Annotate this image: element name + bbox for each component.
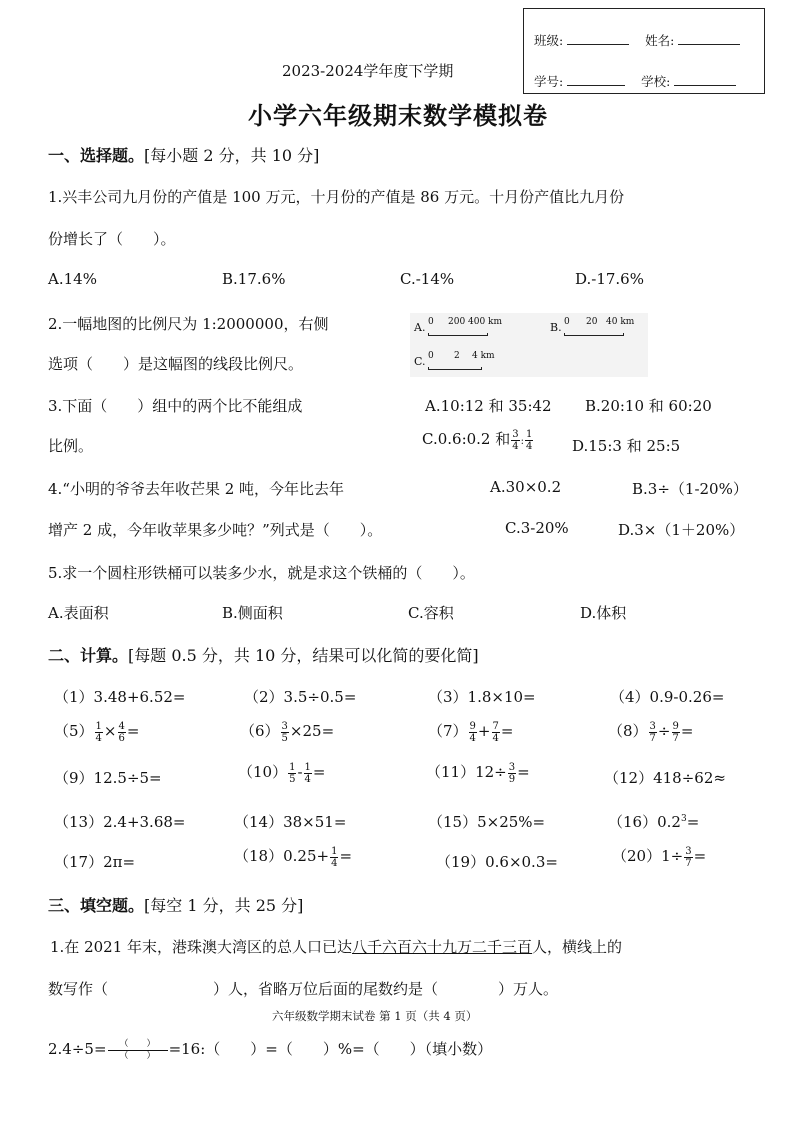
calc-18: [234, 845, 352, 869]
q4-option-a[interactable]: A.30×0.2: [490, 478, 562, 496]
fill-q1-line1: [50, 936, 622, 957]
school-label: 学校:: [641, 74, 671, 89]
fraction: [525, 429, 533, 452]
calc-17: （17）2π=: [54, 853, 136, 871]
student-info-box: [523, 8, 765, 94]
equals: =: [312, 763, 326, 781]
q4-option-c[interactable]: C.3-20%: [505, 519, 569, 537]
section-3-heading: [48, 893, 303, 916]
calc-3: （3）1.8×10=: [428, 688, 536, 706]
scale-a-tick-1: 200: [448, 317, 466, 327]
calc-6: [240, 720, 334, 744]
calc-1: （1）3.48+6.52=: [54, 688, 186, 706]
calc-10: [238, 761, 326, 785]
scale-a-bar: [428, 333, 488, 336]
calc-tail: ×25=: [289, 722, 335, 740]
q2-line1: 2.一幅地图的比例尺为 1:2000000，右侧: [48, 315, 329, 333]
denominator: 4: [304, 773, 311, 785]
scale-c-tick-2: 4 km: [472, 351, 495, 361]
section-3-title: 三、填空题。: [48, 896, 145, 915]
operator: ÷: [657, 722, 671, 740]
fill-q2-blank-fraction[interactable]: [108, 1039, 168, 1062]
fraction: [511, 429, 519, 452]
calc-number: （5）: [54, 722, 94, 740]
calc-19: （19）0.6×0.3=: [436, 853, 558, 871]
fill-q1-text: 1.在 2021 年末，港珠澳大湾区的总人口已达: [50, 938, 353, 956]
info-row-2: [534, 72, 736, 90]
calc-20: [612, 845, 706, 869]
scale-bar-options-figure: [410, 313, 648, 377]
q1-option-b[interactable]: B.17.6%: [222, 270, 286, 288]
equals: =: [686, 813, 700, 831]
numerator: 4: [118, 720, 125, 732]
fill-q2-text-end: =16:（ ）=（ ）%=（ ）（填小数）: [168, 1040, 493, 1058]
name-label: 姓名:: [645, 33, 675, 48]
calc-4: （4）0.9-0.26=: [610, 688, 725, 706]
calc-number: （20）1÷: [612, 847, 684, 865]
calc-15: （15）5×25%=: [428, 813, 546, 831]
info-row-1: [534, 31, 740, 49]
q1-option-a[interactable]: A.14%: [48, 270, 97, 288]
numerator: 1: [95, 720, 102, 732]
scale-a-tick-0: 0: [428, 317, 434, 327]
q3-option-d[interactable]: D.15:3 和 25:5: [572, 437, 681, 455]
fraction: [330, 846, 338, 869]
section-2-heading: [48, 643, 479, 666]
q2-line2: 选项（ ）是这幅图的线段比例尺。: [48, 355, 304, 373]
q5-option-c[interactable]: C.容积: [408, 604, 454, 622]
fill-q2-text: 2.4÷5=: [48, 1040, 107, 1058]
ratio-colon: :: [520, 436, 524, 447]
calc-16: [608, 811, 699, 832]
denominator: 7: [649, 732, 656, 744]
denominator: 4: [95, 732, 102, 744]
q1-option-c[interactable]: C.-14%: [400, 270, 455, 288]
scale-b-tick-2: 40 km: [606, 317, 635, 327]
q3-option-a[interactable]: A.10:12 和 35:42: [425, 397, 552, 415]
calc-number: （11）12÷: [426, 763, 507, 781]
numerator: 1: [289, 761, 296, 773]
fraction: [95, 721, 103, 744]
equals: =: [680, 722, 694, 740]
class-field[interactable]: [567, 34, 629, 45]
q3-option-c[interactable]: [422, 428, 534, 452]
section-1-title: 一、选择题。: [48, 146, 145, 165]
exam-subtitle: 2023-2024学年度下学期: [282, 62, 454, 80]
exam-title: 小学六年级期末数学模拟卷: [248, 102, 548, 130]
denominator: 4: [469, 732, 476, 744]
scale-a-label: A.: [414, 321, 426, 334]
q3-option-c-text: C.0.6:0.2 和: [422, 430, 511, 448]
fraction: [492, 721, 500, 744]
q5-option-a[interactable]: A.表面积: [48, 604, 109, 622]
denominator: 4: [331, 857, 338, 869]
numerator: 3: [508, 761, 516, 773]
operator: ×: [103, 722, 117, 740]
operator: -: [297, 763, 303, 781]
calc-number: （18）0.25+: [234, 847, 330, 865]
numerator: 1: [526, 428, 533, 440]
scale-c-bar: [428, 367, 482, 370]
equals: =: [517, 763, 530, 781]
q1-line1: 1.兴丰公司九月份的产值是 100 万元，十月份的产值是 86 万元。十月份产值比九月份: [48, 188, 625, 206]
fraction: [118, 721, 126, 744]
denominator: 4: [492, 732, 499, 744]
school-field[interactable]: [674, 75, 736, 86]
exponent: 3: [680, 814, 687, 824]
q3-option-b[interactable]: B.20:10 和 60:20: [585, 397, 712, 415]
calc-12: （12）418÷62≈: [604, 769, 726, 787]
fraction: [288, 762, 296, 785]
section-2-title: 二、计算。: [48, 646, 129, 665]
fraction: [649, 721, 657, 744]
operator: +: [477, 722, 491, 740]
calc-number: （7）: [428, 722, 468, 740]
numerator: 1: [304, 761, 311, 773]
denominator: 5: [289, 773, 296, 785]
calc-11: [426, 761, 530, 785]
numerator: 9: [672, 720, 679, 732]
q5-line1: 5.求一个圆柱形铁桶可以装多少水，就是求这个铁桶的（ ）。: [48, 564, 475, 582]
section-1-note: [每小题 2 分，共 10 分]: [144, 146, 320, 165]
fraction: [304, 762, 312, 785]
fraction: [684, 846, 692, 869]
q1-option-d[interactable]: D.-17.6%: [575, 270, 644, 288]
calc-9: （9）12.5÷5=: [54, 769, 162, 787]
scale-b-bar: [564, 333, 624, 336]
scale-b-label: B.: [550, 321, 562, 334]
numerator: 9: [469, 720, 476, 732]
calc-number: （10）: [238, 763, 288, 781]
scale-b-tick-1: 20: [586, 317, 598, 327]
q4-line1: 4.“小明的爷爷去年收芒果 2 吨，今年比去年: [48, 480, 345, 498]
q4-line2: 增产 2 成，今年收苹果多少吨？”列式是（ ）。: [48, 521, 383, 539]
calc-13: （13）2.4+3.68=: [54, 813, 186, 831]
class-label: 班级:: [534, 33, 564, 48]
numerator: 3: [281, 720, 288, 732]
section-2-note: [每题 0.5 分，共 10 分，结果可以化简的要化简]: [128, 646, 479, 665]
scale-b-tick-0: 0: [564, 317, 570, 327]
equals: =: [126, 722, 140, 740]
name-field[interactable]: [678, 34, 740, 45]
calc-number: （6）: [240, 722, 280, 740]
denominator: 5: [281, 732, 288, 744]
scale-c-tick-0: 0: [428, 351, 434, 361]
denominator: 7: [672, 732, 679, 744]
numerator: 3: [649, 720, 656, 732]
q4-option-d[interactable]: D.3×（1＋20%）: [618, 521, 745, 539]
numerator: 3: [685, 845, 692, 857]
denominator: 9: [508, 773, 516, 785]
fraction: [469, 721, 477, 744]
denominator: 7: [685, 857, 692, 869]
id-label: 学号:: [534, 74, 564, 89]
numerator-blank[interactable]: （ ）: [108, 1039, 168, 1051]
scale-c-tick-1: 2: [454, 351, 460, 361]
numerator: 3: [512, 428, 519, 440]
calc-7: [428, 720, 513, 744]
fill-q1-line2: 数写作（ ）人，省略万位后面的尾数约是（ ）万人。: [48, 980, 559, 998]
denominator: 4: [512, 440, 519, 452]
q3-line2: 比例。: [48, 437, 94, 455]
calc-8: [608, 720, 693, 744]
fraction: [508, 762, 516, 785]
calc-2: （2）3.5÷0.5=: [244, 688, 357, 706]
page-footer: 六年级数学期末试卷 第 1 页（共 4 页）: [272, 1009, 478, 1023]
scale-c-label: C.: [414, 355, 426, 368]
equals: =: [339, 847, 353, 865]
section-1-heading: [48, 143, 319, 166]
calc-number: （8）: [608, 722, 648, 740]
equals: =: [500, 722, 514, 740]
denominator: 4: [526, 440, 533, 452]
scale-a-tick-2: 400 km: [468, 317, 503, 327]
fill-q1-text-end: 人，横线上的: [532, 938, 623, 956]
denominator: 6: [118, 732, 125, 744]
calc-14: （14）38×51=: [234, 813, 347, 831]
fraction: [281, 721, 289, 744]
equals: =: [693, 847, 707, 865]
fill-q1-underlined-number: 八千六百六十九万二千三百: [352, 938, 533, 956]
q3-line1: 3.下面（ ）组中的两个比不能组成: [48, 397, 303, 415]
calc-5: [54, 720, 139, 744]
fill-q2: [48, 1038, 492, 1062]
numerator: 7: [492, 720, 499, 732]
id-field[interactable]: [567, 75, 625, 86]
q5-option-b[interactable]: B.侧面积: [222, 604, 283, 622]
calc-base: （16）0.2: [608, 813, 681, 831]
denominator-blank[interactable]: （ ）: [119, 1050, 156, 1061]
fraction: [672, 721, 680, 744]
q5-option-d[interactable]: D.体积: [580, 604, 627, 622]
q4-option-b[interactable]: B.3÷（1-20%）: [632, 480, 748, 498]
numerator: 1: [331, 845, 338, 857]
section-3-note: [每空 1 分，共 25 分]: [144, 896, 304, 915]
q1-line2: 份增长了（ ）。: [48, 230, 176, 248]
